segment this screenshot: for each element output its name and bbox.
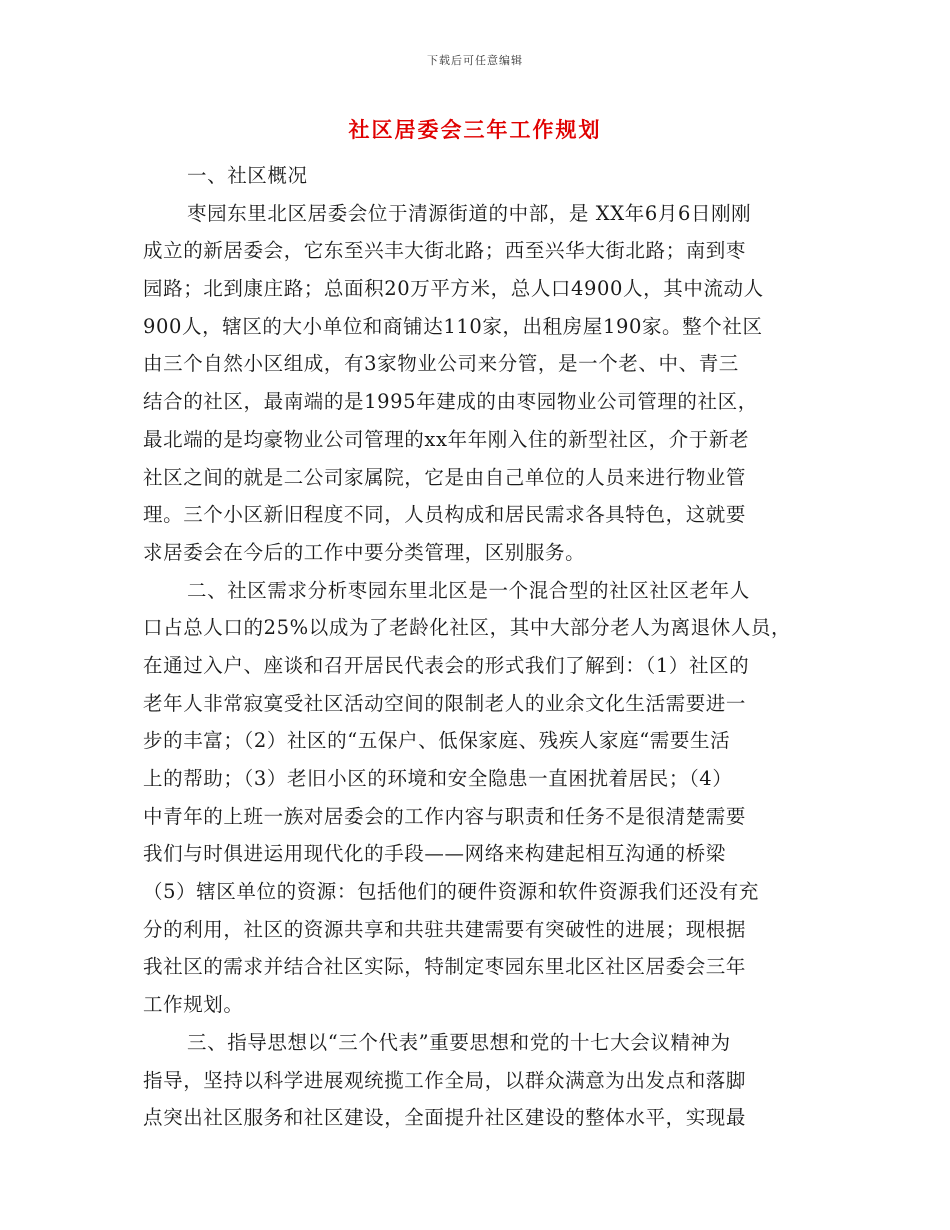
paragraph-line: 在通过入户、座谈和召开居民代表会的形式我们了解到：（1）社区的 (143, 653, 750, 677)
paragraph-line: 口占总人口的25%以成为了老龄化社区，其中大部分老人为离退休人员， (143, 616, 792, 640)
paragraph-line: 最北端的是均豪物业公司管理的xx年年刚入住的新型社区，介于新老 (143, 427, 750, 451)
paragraph-line: 指导，坚持以科学进展观统揽工作全局，以群众满意为出发点和落脚 (143, 1068, 747, 1092)
header-note: 下载后可任意编辑 (427, 54, 523, 67)
paragraph-line: 中青年的上班一族对居委会的工作内容与职责和任务不是很清楚需要 (143, 804, 747, 828)
paragraph-line: 我们与时俱进运用现代化的手段——网络来构建起相互沟通的桥梁 (143, 842, 726, 866)
paragraph-line: 成立的新居委会，它东至兴丰大街北路；西至兴华大街北路；南到枣 (143, 239, 747, 263)
paragraph-line: （5）辖区单位的资源：包括他们的硬件资源和软件资源我们还没有充 (143, 880, 760, 904)
paragraph-first-line: 三、指导思想以“三个代表”重要思想和党的十七大会议精神为 (187, 1030, 731, 1054)
paragraph-first-line: 一、社区概况 (187, 164, 308, 187)
paragraph-line: 我社区的需求并结合社区实际，特制定枣园东里北区社区居委会三年 (143, 955, 747, 979)
paragraph-line: 工作规划。 (143, 993, 244, 1017)
paragraph-line: 900人，辖区的大小单位和商铺达110家，出租房屋190家。整个社区 (143, 314, 763, 338)
paragraph-line: 老年人非常寂寞受社区活动空间的限制老人的业余文化生活需要进一 (143, 691, 747, 715)
paragraph-line: 理。三个小区新旧程度不同，人员构成和居民需求各具特色，这就要 (143, 503, 747, 527)
document-body (143, 157, 823, 1137)
paragraph-first-line: 枣园东里北区居委会位于清源街道的中部，是 XX年6月6日刚刚 (187, 201, 752, 225)
paragraph-line: 园路；北到康庄路；总面积20万平方米，总人口4900人，其中流动人 (143, 277, 764, 301)
document-title: 社区居委会三年工作规划 (348, 117, 602, 142)
paragraph-line: 求居委会在今后的工作中要分类管理，区别服务。 (143, 540, 586, 564)
paragraph-line: 上的帮助；（3）老旧小区的环境和安全隐患一直困扰着居民；（4） (143, 767, 733, 790)
paragraph-line: 社区之间的就是二公司家属院，它是由自己单位的人员来进行物业管 (143, 465, 747, 489)
paragraph-line: 点突出社区服务和社区建设，全面提升社区建设的整体水平，实现最 (143, 1106, 747, 1130)
paragraph-first-line: 二、社区需求分析枣园东里北区是一个混合型的社区社区老年人 (187, 578, 750, 602)
paragraph-line: 步的丰富；（2）社区的“五保户、低保家庭、残疾人家庭“需要生活 (143, 729, 731, 753)
paragraph-line: 结合的社区，最南端的是1995年建成的由枣园物业公司管理的社区， (143, 390, 758, 414)
paragraph-line: 由三个自然小区组成，有3家物业公司来分管，是一个老、中、青三 (143, 352, 739, 376)
paragraph-line: 分的利用，社区的资源共享和共驻共建需要有突破性的进展；现根据 (143, 917, 747, 941)
